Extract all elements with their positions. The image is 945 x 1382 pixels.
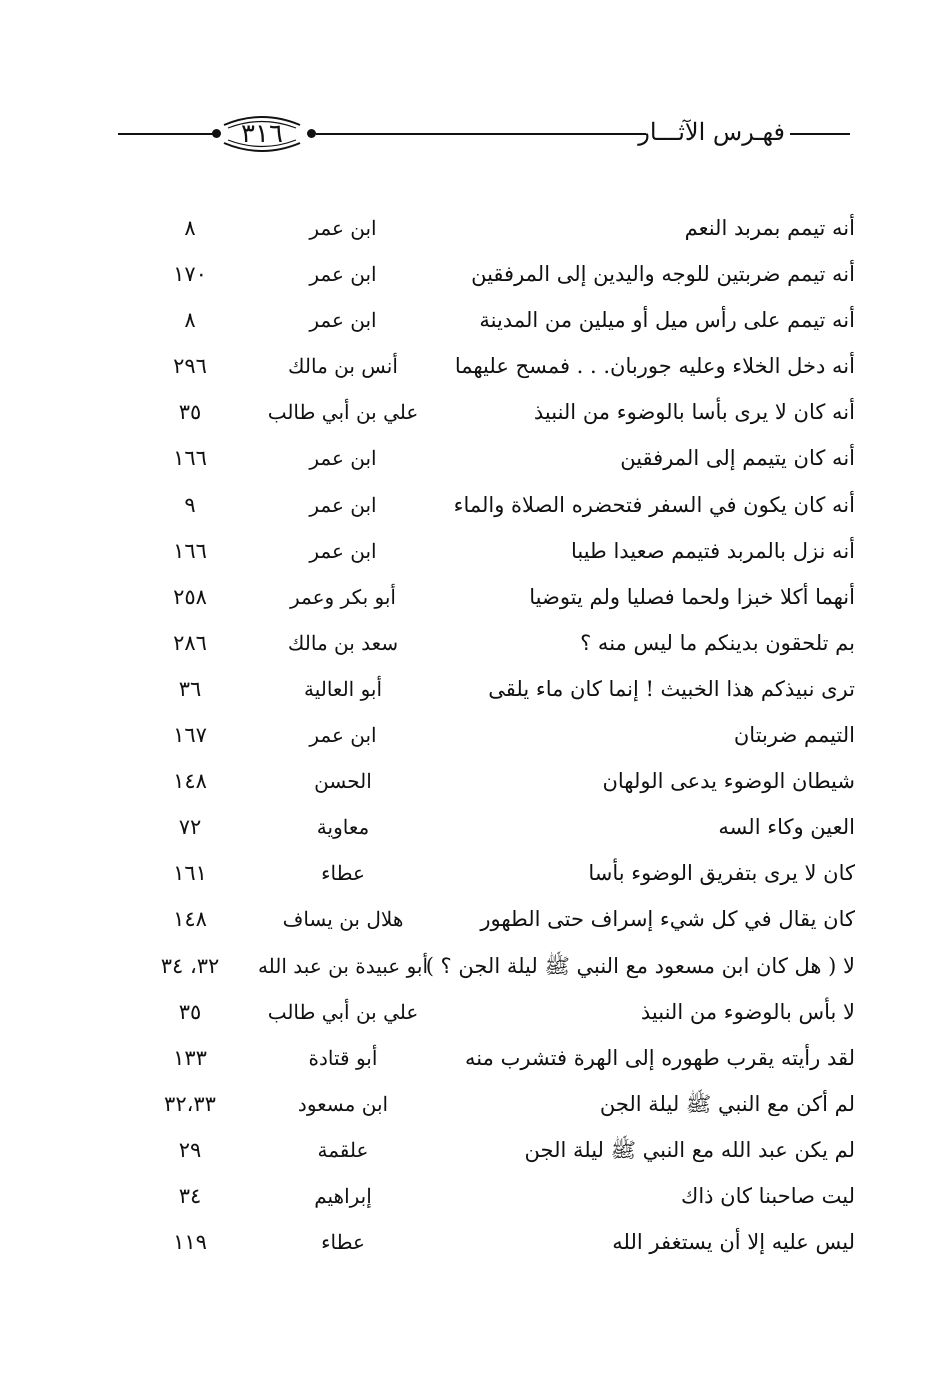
athar-text: بم تلحقون بدينكم ما ليس منه ؟: [580, 630, 855, 655]
header-rule-middle: [316, 133, 646, 135]
page-reference: ٢٥٨: [173, 584, 207, 609]
page-reference: ٣٥: [178, 400, 202, 425]
header-ornament-dot-right: [307, 129, 316, 138]
athar-text: أنه كان يكون في السفر فتحضره الصلاة والماء: [453, 492, 855, 517]
index-row: [0, 574, 945, 620]
page-reference: ٢٩٦: [173, 354, 207, 379]
index-row: [0, 1173, 945, 1219]
narrator-name: ابن عمر: [309, 262, 377, 287]
athar-text: أنه كان يتيمم إلى المرفقين: [620, 446, 855, 471]
athar-text: أنه دخل الخلاء وعليه جوربان. . . فمسح عليهما: [454, 354, 855, 379]
page-reference: ٣٥: [178, 999, 202, 1024]
page-reference: ٣٢،٣٣: [164, 1091, 216, 1116]
header-rule-left: [118, 133, 214, 135]
header-title: فهـرس الآثـــار: [638, 118, 785, 146]
athar-text: لقد رأيته يقرب طهوره إلى الهرة فتشرب منه: [465, 1045, 855, 1070]
index-row: [0, 896, 945, 942]
narrator-name: ابن عمر: [309, 492, 377, 517]
page-reference: ٩: [184, 492, 196, 517]
page-number: ٣١٦: [241, 119, 283, 149]
page-header: [0, 105, 945, 165]
athar-text: أنه كان لا يرى بأسا بالوضوء من النبيذ: [533, 400, 855, 425]
index-row: [0, 435, 945, 481]
narrator-name: إبراهيم: [314, 1183, 372, 1208]
athar-text: التيمم ضربتان: [733, 723, 855, 748]
index-row: [0, 666, 945, 712]
narrator-name: ابن عمر: [309, 446, 377, 471]
athar-text: لا بأس بالوضوء من النبيذ: [640, 999, 855, 1024]
index-row: [0, 1035, 945, 1081]
narrator-name: سعد بن مالك: [287, 630, 399, 655]
index-row: [0, 804, 945, 850]
athar-text: أنه تيمم على رأس ميل أو ميلين من المدينة: [479, 308, 855, 333]
narrator-name: عطاء: [321, 1230, 365, 1255]
index-row: [0, 528, 945, 574]
athar-text: كان يقال في كل شيء إسراف حتى الطهور: [480, 907, 855, 932]
page-reference: ١٤٨: [173, 907, 207, 932]
page-number-frame: [218, 111, 306, 157]
athar-text: لم أكن مع النبي ﷺ ليلة الجن: [599, 1091, 855, 1116]
athar-text: ليت صاحبنا كان ذاك: [681, 1183, 855, 1208]
athar-text: أنه نزل بالمربد فتيمم صعيدا طيبا: [570, 538, 855, 563]
page-reference: ٨: [184, 308, 196, 333]
index-row: [0, 389, 945, 435]
page-reference: ٢٩: [178, 1137, 202, 1162]
index-row: [0, 943, 945, 989]
narrator-name: أبو عبيدة بن عبد الله: [257, 953, 429, 978]
page-reference: ١٦٦: [173, 538, 207, 563]
narrator-name: علي بن أبي طالب: [267, 400, 419, 425]
page-reference: ١٦٦: [173, 446, 207, 471]
athar-text: أنهما أكلا خبزا ولحما فصليا ولم يتوضيا: [529, 584, 855, 609]
index-row: [0, 343, 945, 389]
narrator-name: هلال بن يساف: [282, 907, 404, 932]
narrator-name: ابن عمر: [309, 216, 377, 240]
page-reference: ١٦١: [173, 861, 207, 886]
athar-index-table: [0, 205, 945, 1265]
athar-text: ترى نبيذكم هذا الخبيث ! إنما كان ماء يلقى: [488, 676, 855, 701]
index-row: [0, 758, 945, 804]
narrator-name: علي بن أبي طالب: [267, 999, 419, 1024]
narrator-name: أبو بكر وعمر: [289, 584, 396, 609]
athar-text: لا ( هل كان ابن مسعود مع النبي ﷺ ليلة الجن ؟ ): [425, 953, 855, 978]
narrator-name: ابن عمر: [309, 308, 377, 333]
athar-text: كان لا يرى بتفريق الوضوء بأسا: [588, 861, 855, 886]
narrator-name: أنس بن مالك: [288, 354, 398, 379]
index-row: [0, 482, 945, 528]
page-reference: ٣٤: [178, 1183, 202, 1208]
page-reference: ٨: [184, 216, 196, 240]
narrator-name: ابن عمر: [309, 538, 377, 563]
index-row: [0, 712, 945, 758]
page-reference: ١١٩: [173, 1230, 207, 1255]
index-row: [0, 251, 945, 297]
narrator-name: عطاء: [321, 861, 365, 886]
athar-text: شيطان الوضوء يدعى الولهان: [602, 769, 855, 794]
page-reference: ١٣٣: [173, 1045, 207, 1070]
index-row: [0, 297, 945, 343]
narrator-name: أبو قتادة: [308, 1045, 378, 1070]
narrator-name: معاوية: [316, 815, 370, 840]
index-row: [0, 205, 945, 251]
index-row: [0, 1081, 945, 1127]
page-reference: ٢٨٦: [173, 630, 207, 655]
index-row: [0, 1219, 945, 1265]
athar-text: العين وكاء السه: [718, 815, 855, 840]
narrator-name: أبو العالية: [303, 676, 383, 701]
athar-text: لم يكن عبد الله مع النبي ﷺ ليلة الجن: [524, 1137, 855, 1162]
athar-text: أنه تيمم ضربتين للوجه واليدين إلى المرفقين: [471, 262, 855, 287]
narrator-name: ابن عمر: [309, 723, 377, 748]
index-row: [0, 620, 945, 666]
narrator-name: ابن مسعود: [297, 1091, 389, 1116]
page-reference: ٧٢: [178, 815, 202, 840]
narrator-name: علقمة: [317, 1137, 369, 1162]
header-rule-right: [790, 133, 850, 135]
page-reference: ١٤٨: [173, 769, 207, 794]
athar-text: أنه تيمم بمربد النعم: [684, 216, 855, 240]
index-row: [0, 850, 945, 896]
narrator-name: الحسن: [314, 769, 372, 794]
index-row: [0, 1127, 945, 1173]
index-row: [0, 989, 945, 1035]
athar-text: ليس عليه إلا أن يستغفر الله: [612, 1230, 855, 1255]
page-reference: ١٦٧: [173, 723, 207, 748]
page-reference: ٣٢، ٣٤: [160, 953, 220, 978]
page-reference: ٣٦: [178, 676, 202, 701]
page-reference: ١٧٠: [173, 262, 207, 287]
